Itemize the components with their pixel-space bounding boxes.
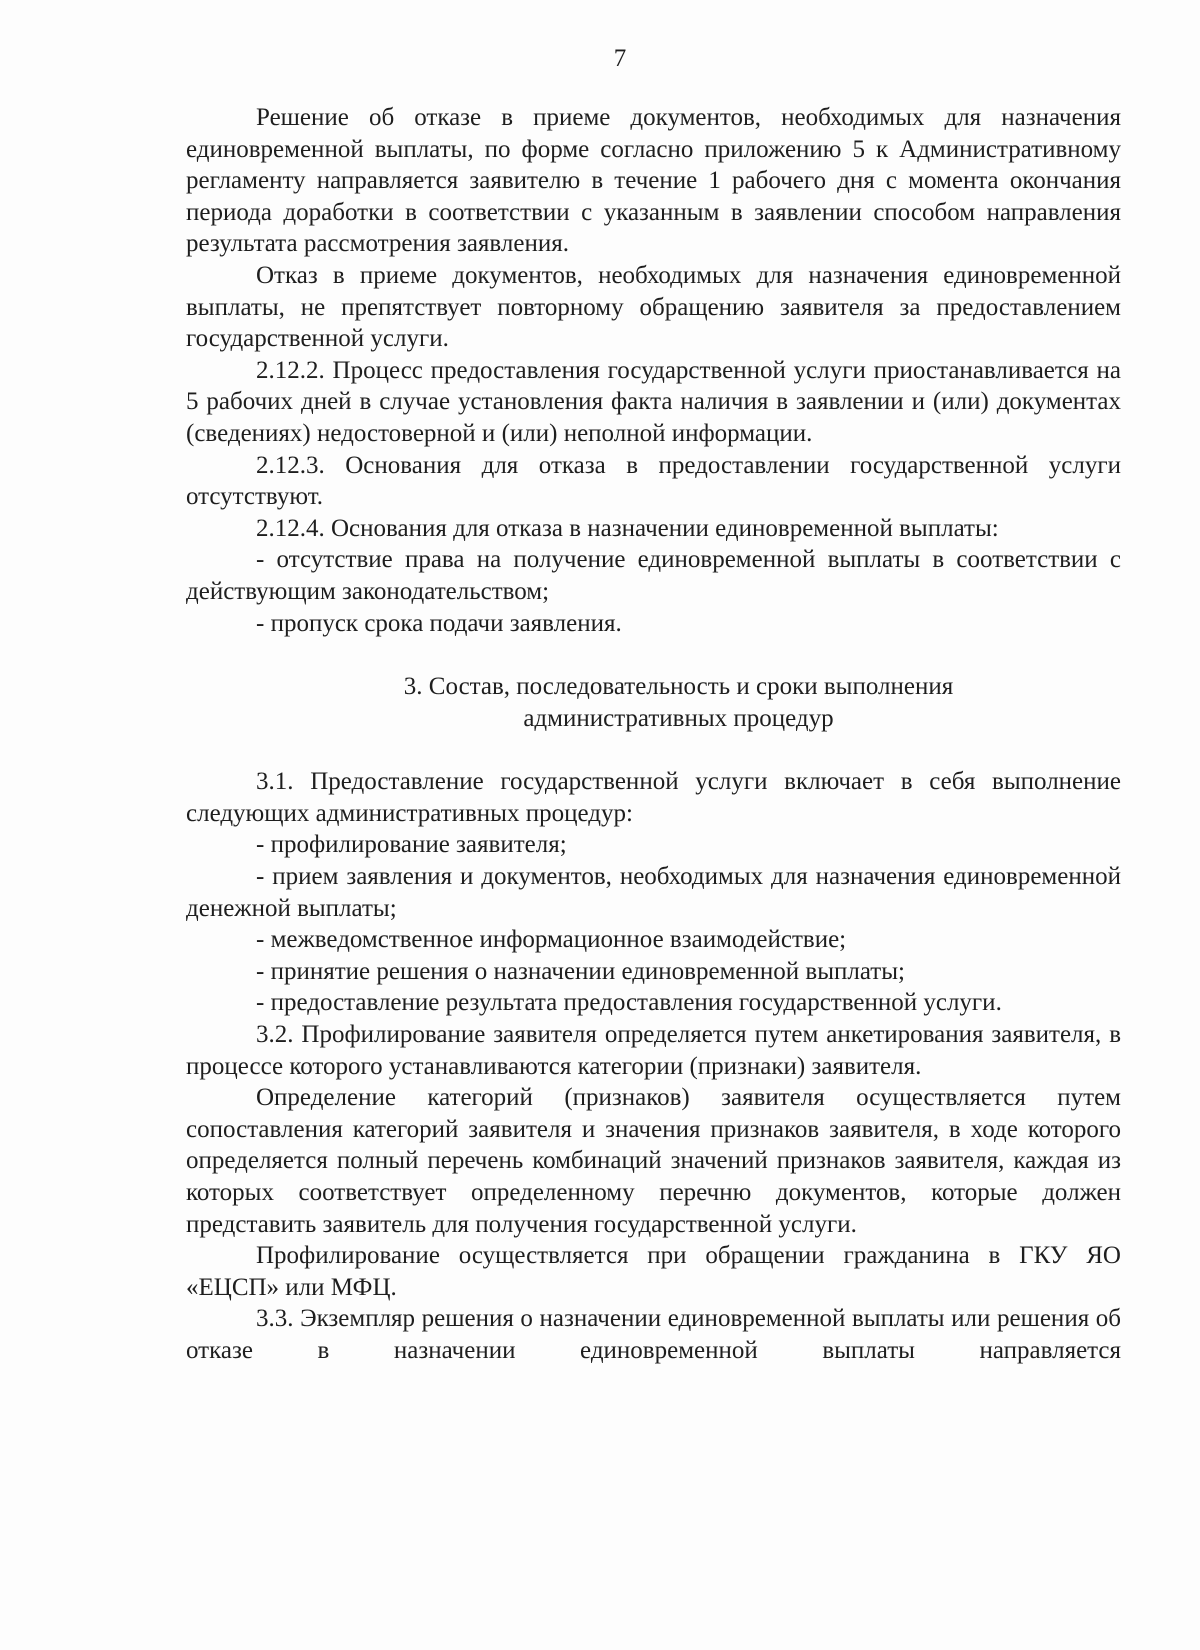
paragraph-2-12-2: 2.12.2. Процесс предоставления государственной услуги приостанавливается на 5 рабочих дней в случае установления факта наличия в заявлении и (или) документах (сведениях) недостоверной и (или) неполной информации. <box>186 356 1121 447</box>
list-item-result: - предоставление результата предоставления государственной услуги. <box>256 989 1002 1017</box>
list-item-reception: - прием заявления и документов, необходимых для назначения единовременной денежной выплаты; <box>186 863 1121 922</box>
spacer <box>186 639 1121 671</box>
list-item-missed-deadline: - пропуск срока подачи заявления. <box>256 609 622 637</box>
paragraph-2-12-4: 2.12.4. Основания для отказа в назначении единовременной выплаты: <box>256 514 999 542</box>
list-item-no-right: - отсутствие права на получение единовременной выплаты в соответствии с действующим законодательством; <box>186 546 1121 605</box>
list-item-decision: - принятие решения о назначении единовременной выплаты; <box>256 957 905 985</box>
spacer <box>186 734 1121 766</box>
list-item-profiling: - профилирование заявителя; <box>256 831 567 859</box>
paragraph-profiling-where: Профилирование осуществляется при обращении гражданина в ГКУ ЯО «ЕЦСП» или МФЦ. <box>186 1242 1121 1301</box>
paragraph-categories: Определение категорий (признаков) заявителя осуществляется путем сопоставления категорий заявителя и значения признаков заявителя, в ходе которого определяется полный перечень комбинаций значений признаков заявителя, каждая из которых соответствует определенному перечню документов, которые должен представить заявитель для получения государственной услуги. <box>186 1084 1121 1238</box>
list-item-interagency: - межведомственное информационное взаимодействие; <box>256 926 847 954</box>
paragraph-refusal-no-obstacle: Отказ в приеме документов, необходимых для назначения единовременной выплаты, не препятствует повторному обращению заявителя за предоставлением государственной услуги. <box>186 261 1121 353</box>
paragraph-refusal-decision: Решение об отказе в приеме документов, необходимых для назначения единовременной выплаты, по форме согласно приложению 5 к Административному регламенту направляется заявителю в течение 1 рабочего дня с момента окончания периода доработки в соответствии с указанным в заявлении способом направления результата рассмотрения заявления. <box>186 104 1121 258</box>
paragraph-3-2: 3.2. Профилирование заявителя определяется путем анкетирования заявителя, в процессе которого устанавливаются категории (признаки) заявителя. <box>186 1021 1121 1080</box>
section-heading-line1: 3. Состав, последовательность и сроки выполнения <box>403 673 954 701</box>
section-heading <box>186 671 1121 734</box>
paragraph-3-1: 3.1. Предоставление государственной услуги включает в себя выполнение следующих административных процедур: <box>186 768 1121 827</box>
paragraph-3-3: 3.3. Экземпляр решения о назначении единовременной выплаты или решения об отказе в назначении единовременной выплаты направляется <box>186 1305 1121 1364</box>
paragraph-2-12-3: 2.12.3. Основания для отказа в предоставлении государственной услуги отсутствуют. <box>186 451 1121 511</box>
section-heading-line2: административных процедур <box>523 704 834 732</box>
page-number: 7 <box>613 45 627 72</box>
document-body <box>186 102 1121 1367</box>
